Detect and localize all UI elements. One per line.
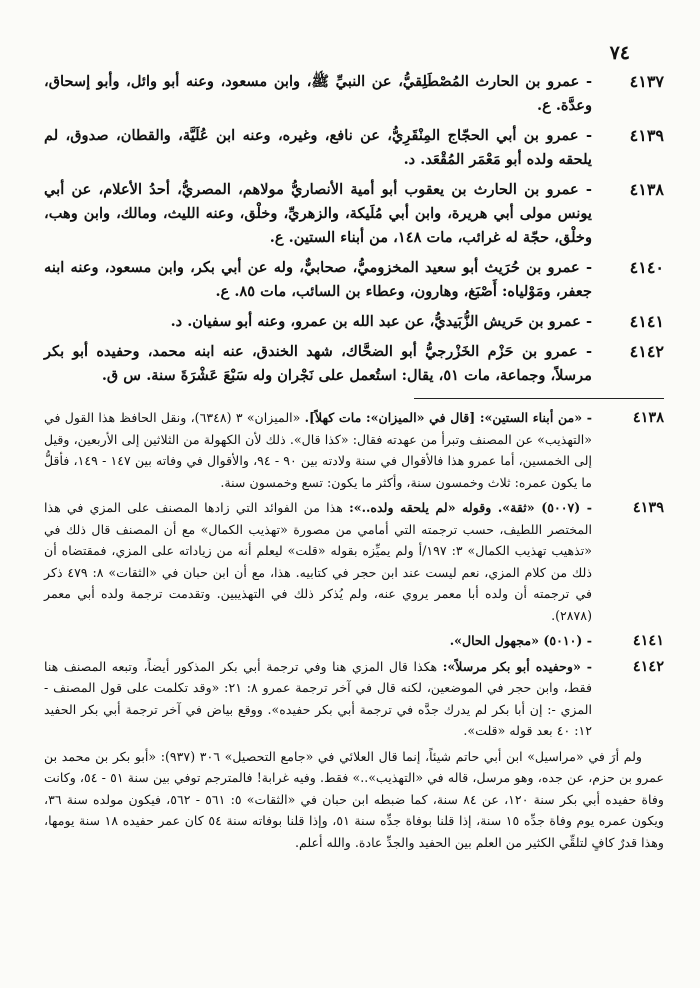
entry-text: عمرو بن الحارث المُصْطَلِقيُّ، عن النبيِّ ﷺ، وابن مسعود، وعنه أبو وائل، وأبو إسحاق، وعدَّة. ع. [44, 73, 592, 114]
closing-paragraph: ولم أرَ في «مراسيل» ابن أبي حاتم شيئاً، إنما قال العلائي في «جامع التحصيل» ٣٠٦ (٩٣٧): «أبو بكر بن محمد بن عمرو بن حزم، عن جده، وهو مرسل، قاله في «التهذيب»..» فقط. وفيه غرابة! فالمترجم توفي بين سنة ٥١ - ٥٤، وكانت وفاة حفيده أبي بكر سنة ١٢٠، عن ٨٤ سنة، كما ضبطه ابن حبان في «الثقات» ٥: ٥٦١ - ٥٦٢، فيكون مولده سنة ٣٦، ويكون عمره يوم وفاة جدِّه ١٥ سنة، إذا قلنا بوفاة جدِّه سنة ٥١، وإذا قلنا بوفاته سنة ٥٤ كان عمر حفيده ١٨ سنة يومها، وهذا قدرٌ كافٍ لتلقِّي الكثير من العلم بين الحفيد والجدِّ عادة. والله أعلم. [44, 748, 665, 850]
entry-number: ٤١٤٢ [629, 342, 664, 361]
footnote-divider [414, 398, 664, 399]
entry-4137 [44, 70, 664, 118]
entry-text: عمرو بن الحارث بن يعقوب أبو أمية الأنصاريُّ مولاهم، المصريُّ، أحدُ الأعلام، عن أبي يونس مولى أبي هريرة، وابن أبي مُلَيكة، والزهريِّ، وخلْق، وعنه الليث، ومالك، وابن وهب، وخلْق، حجّة له غرائب، مات ١٤٨، من أبناء الستين. ع. [44, 181, 592, 246]
entry-number: ٤١٣٨ [629, 180, 664, 199]
entry-text: عمرو بن أبي الحجّاج المِنْقَرِيُّ، عن نافع، وغيره، وعنه ابن عُلَيَّة، والقطان، صدوق، لم يلحقه ولده أبو مَعْمَر المُقْعَد. د. [44, 127, 592, 168]
main-entries [44, 70, 664, 388]
entry-4139 [44, 124, 664, 172]
note-dash: - [580, 500, 592, 515]
note-text: هكذا قال المزي هنا وفي ترجمة أبي بكر المذكور أيضاً، وتبعه المصنف هنا فقط، وابن حجر في الموضعين، لكنه قال في آخر ترجمة عمرو ٨: ٢١: «وقد تكلمت على قول المصنف - المزي -: إن أبا بكر لم يدرك جدَّه في ترجمة أبي بكر حفيده». ووقع بياض في آخر ترجمة أبي بكر الحفيد ١٢: ٤٠ بعد قوله «قلت». [44, 658, 592, 738]
note-text: «الميزان» ٣ (٦٣٤٨)، ونقل الحافظ هذا القول في «التهذيب» عن المصنف وتبرأ من عهدته فقال: «كذا قال». ذلك لأن الكهولة من الثلاثين إلى الأربعين، وقيل إلى الخمسين، أما عمرو هذا فالأقوال في سنة ولادته بين ٩٠ - ٩٤، والأقوال في وفاته بين ١٤٧ - ١٤٩، فأقلُّ ما يكون عمره: ثلاث وخمسون سنة، وأكثر ما يكون: تسع وخمسون سنة. [44, 410, 593, 490]
entry-dash: - [577, 343, 593, 360]
note-lead: (٥٠٠٧) «ثقة». وقوله «لم يلحقه ولده..»: [349, 500, 581, 515]
entry-text: عمرو بن حَريش الزُّبَيديُّ، عن عبد الله بن عمرو، وعنه أبو سفيان. د. [170, 313, 581, 330]
entry-text: عمرو بن حَزْم الخَزْرجيُّ أبو الضحَّاك، شهد الخندق، عنه ابنه محمد، وحفيده أبو بكر مرسلاً، وجماعة، مات ٥١، يقال: استُعمل على نَجْران وله سَبْعَ عَشْرَةَ سنة. س ق. [44, 343, 592, 384]
entry-number: ٤١٣٧ [629, 72, 664, 91]
note-number: ٤١٣٨ [632, 409, 664, 426]
note-4138 [44, 407, 664, 493]
note-number: ٤١٣٩ [632, 499, 664, 516]
note-text: هذا من الفوائد التي زادها المصنف على المزي في هذا المختصر اللطيف، حسب ترجمته التي أمامي من مصورة «تهذيب الكمال» مع أن المصنف قال ذلك في «تذهيب تهذيب الكمال» ٣: ١٩٧/أ ولم يميِّزه بقوله «قلت» ليعلم أنه من زياداته على المزي، فمقتضاه أن ذلك من كلام المزي، نعم ليست عند ابن حجر في كتابيه. هذا، مع أن ابن حبان في «الثقات» ٨: ٤٧٩ ذكر في ترجمته أن ولده أبا معمر يروي عنه، ولم يُذكر ذلك في التهذيبين. وتقدمت ترجمة ولده أبي معمر (٢٨٧٨). [44, 500, 592, 623]
entry-4141 [44, 310, 664, 334]
entry-4142 [44, 340, 664, 388]
note-4142 [44, 656, 664, 742]
entry-number: ٤١٤٠ [629, 258, 664, 277]
note-number: ٤١٤١ [632, 632, 664, 649]
entry-dash: - [578, 181, 592, 198]
entry-dash: - [580, 313, 592, 330]
entry-text: عمرو بن حُرَيث أبو سعيد المخزوميُّ، صحابيٌّ، وله عن أبي بكر، وابن مسعود، وعنه ابنه جعفر، ومَوْلياه: أَصْبَغ، وهارون، وعطاء بن السائب، مات ٨٥. ع. [44, 259, 592, 300]
entry-number: ٤١٤١ [629, 312, 664, 331]
entry-4140 [44, 256, 664, 304]
footnotes [44, 407, 664, 853]
note-lead: «وحفيده أبو بكر مرسلاً»: [442, 658, 581, 674]
note-lead: «من أبناء الستين»: [قال في «الميزان»: مات كهلاً]. [304, 410, 583, 425]
entry-dash: - [579, 259, 593, 276]
entry-4138 [44, 178, 664, 250]
note-number: ٤١٤٢ [632, 657, 664, 675]
note-dash: - [582, 410, 593, 425]
note-dash: - [582, 633, 592, 648]
note-4141 [44, 630, 664, 652]
note-4139 [44, 497, 664, 626]
entry-dash: - [578, 127, 592, 144]
page-number: ٧٤ [609, 42, 630, 64]
note-dash: - [580, 658, 592, 674]
entry-number: ٤١٣٩ [629, 126, 664, 145]
note-lead: (٥٠١٠) «مجهول الحال». [449, 633, 583, 648]
entry-dash: - [579, 73, 593, 90]
